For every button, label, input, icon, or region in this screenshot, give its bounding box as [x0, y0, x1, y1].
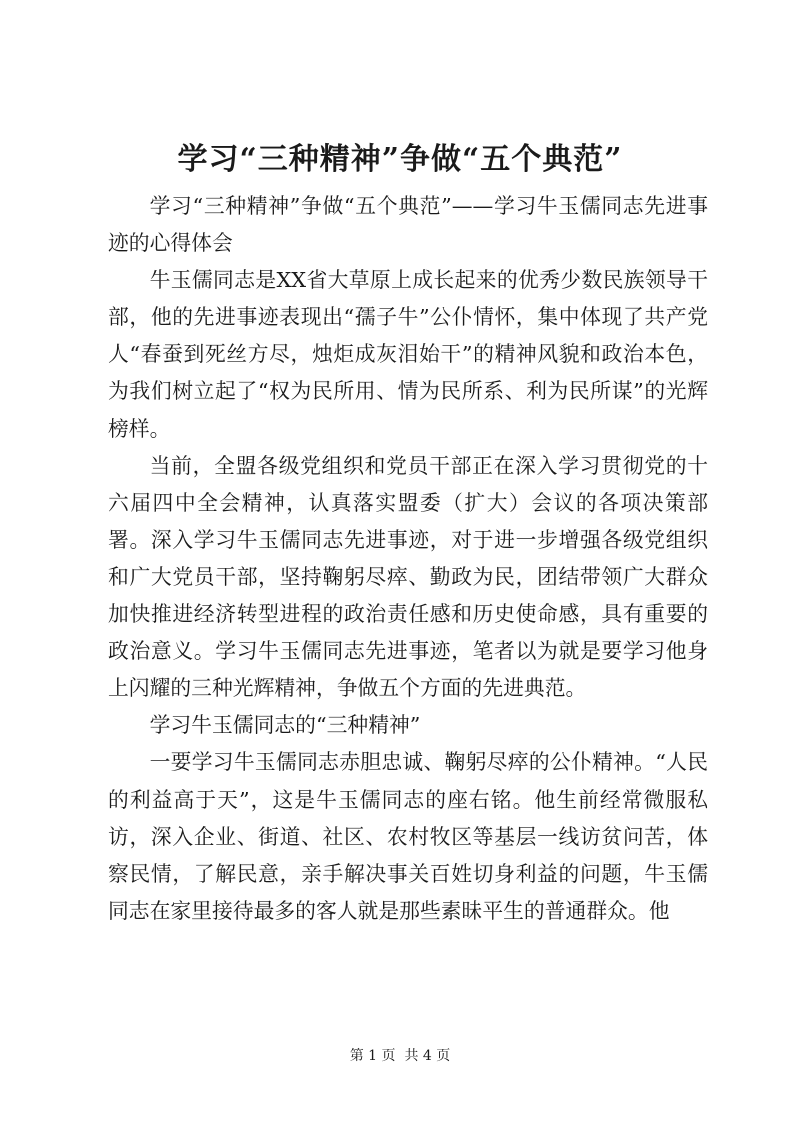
paragraph-subtitle: 学习“三种精神”争做“五个典范”——学习牛玉儒同志先进事迹的心得体会 [108, 194, 708, 256]
section-heading-three-spirits: 学习牛玉儒同志的“三种精神” [149, 713, 421, 738]
paragraph-first-spirit: 一要学习牛玉儒同志赤胆忠诚、鞠躬尽瘁的公仆精神。“人民的利益高于天”，这是牛玉儒同志的座右铭。他生前经常微服私访，深入企业、街道、社区、农村牧区等基层一线访贫问苦，体察民情，了解民意，亲手解决事关百姓切身利益的问题，牛玉儒同志在家里接待最多的客人就是那些素昧平生的普通群众。他 [108, 750, 708, 923]
document-title: 学习“三种精神”争做“五个典范” [177, 142, 623, 177]
paragraph-current-situation: 当前，全盟各级党组织和党员干部正在深入学习贯彻党的十六届四中全会精神，认真落实盟委（扩大）会议的各项决策部署。深入学习牛玉儒同志先进事迹，对于进一步增强各级党组织和广大党员干部，坚持鞠躬尽瘁、勤政为民，团结带领广大群众加快推进经济转型进程的政治责任感和历史使命感，具有重要的政治意义。学习牛玉儒同志先进事迹，笔者以为就是要学习他身上闪耀的三种光辉精神，争做五个方面的先进典范。 [108, 453, 708, 701]
page-footer: 第 1 页 共 4 页 [349, 1048, 451, 1064]
paragraph-intro: 牛玉儒同志是XX省大草原上成长起来的优秀少数民族领导干部，他的先进事迹表现出“孺子牛”公仆情怀，集中体现了共产党人“春蚕到死丝方尽，烛炬成灰泪始干”的精神风貌和政治本色，为我们树立起了“权为民所用、情为民所系、利为民所谋”的光辉榜样。 [108, 268, 708, 441]
document-body [108, 188, 708, 930]
